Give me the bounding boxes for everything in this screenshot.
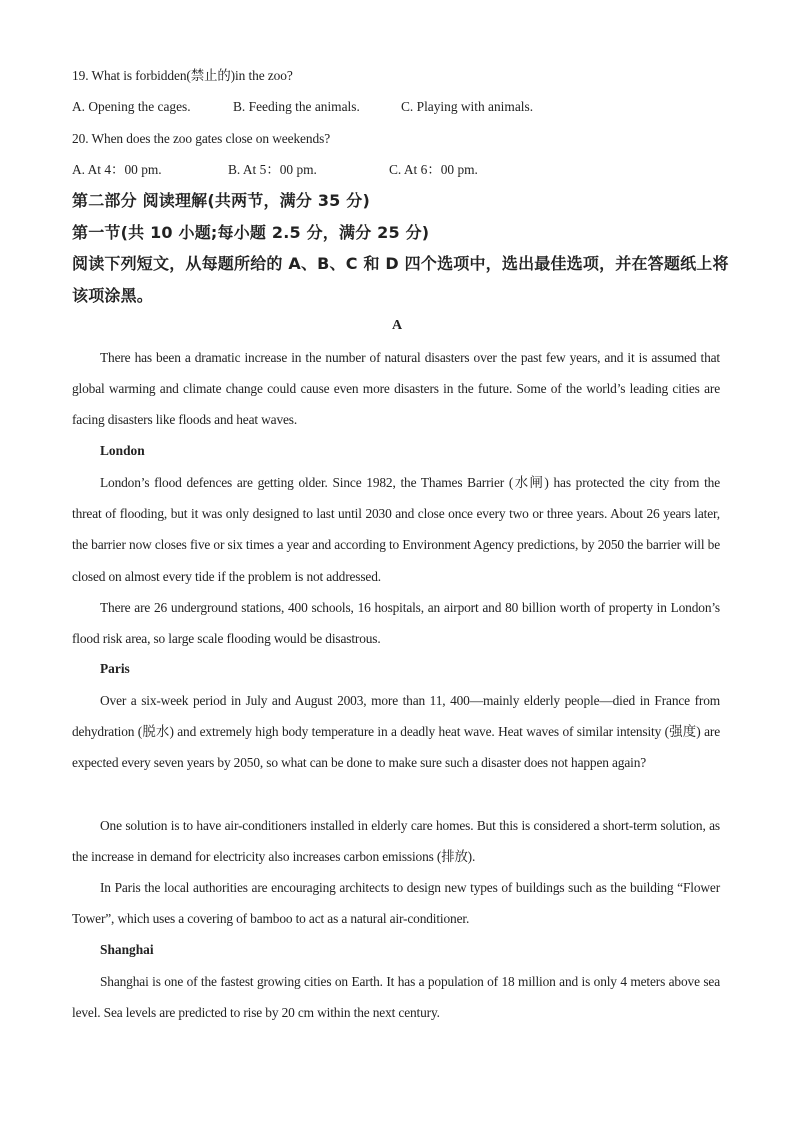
instruction-line-1: 阅读下列短文，从每题所给的 A、B、C 和 D 四个选项中，选出最佳选项，并在答题纸上将 (72, 254, 729, 273)
part-heading: 第二部分 阅读理解(共两节，满分 35 分) (72, 191, 371, 210)
paris-paragraph-3: In Paris the local authorities are encouraging architects to design new types of buildings such as the building “Flower Tower”, which uses a covering of bamboo to act as a natural air-conditioner. (72, 880, 720, 927)
question-19-stem: 19. What is forbidden(禁止的)in the zoo? (72, 68, 293, 83)
london-paragraph-1: London’s flood defences are getting older. Since 1982, the Thames Barrier (水闸) has protected the city from the threat of flooding, but it was only designed to last until 2030 and close once every two or three years. About 26 years later, the barrier now closes five or six times a year and according to Environment Agency predictions, by 2050 the barrier will be closed on almost every tide if the problem is not addressed. (72, 475, 720, 584)
question-19-option-c: C. Playing with animals. (401, 99, 534, 114)
instruction-line-2: 该项涂黑。 (72, 286, 154, 305)
london-subheading: London (100, 443, 145, 458)
london-paragraph-2: There are 26 underground stations, 400 schools, 16 hospitals, an airport and 80 billion worth of property in London’s flood risk area, so large scale flooding would be disastrous. (72, 600, 720, 647)
shanghai-subheading: Shanghai (100, 942, 154, 957)
question-20-stem: 20. When does the zoo gates close on weekends? (72, 131, 331, 146)
passage-intro: There has been a dramatic increase in the number of natural disasters over the past few years, and it is assumed that global warming and climate change could cause even more disasters in the future. Some of the world’s leading cities are facing disasters like floods and heat waves. (72, 350, 720, 428)
question-20-option-b: B. At 5：00 pm. (228, 162, 317, 177)
shanghai-paragraph-1: Shanghai is one of the fastest growing cities on Earth. It has a population of 18 million and is only 4 meters above sea level. Sea levels are predicted to rise by 20 cm within the next century. (72, 974, 720, 1021)
paris-paragraph-2: One solution is to have air-conditioners installed in elderly care homes. But this is considered a short-term solution, as the increase in demand for electricity also increases carbon emissions (排放). (72, 818, 720, 865)
question-19-option-b: B. Feeding the animals. (233, 99, 360, 114)
question-20-option-a: A. At 4：00 pm. (72, 162, 162, 177)
section-heading: 第一节(共 10 小题;每小题 2.5 分，满分 25 分) (72, 223, 430, 242)
paris-subheading: Paris (100, 661, 130, 676)
passage-title: A (391, 318, 403, 333)
question-19-option-a: A. Opening the cages. (72, 99, 191, 114)
paris-paragraph-1: Over a six-week period in July and August 2003, more than 11, 400—mainly elderly people—died in France from dehydration (脱水) and extremely high body temperature in a deadly heat wave. Heat waves of similar intensity (强度) are expected every seven years by 2050, so what can be done to make sure such a disaster does not happen again? (72, 693, 720, 771)
question-20-option-c: C. At 6：00 pm. (389, 162, 478, 177)
